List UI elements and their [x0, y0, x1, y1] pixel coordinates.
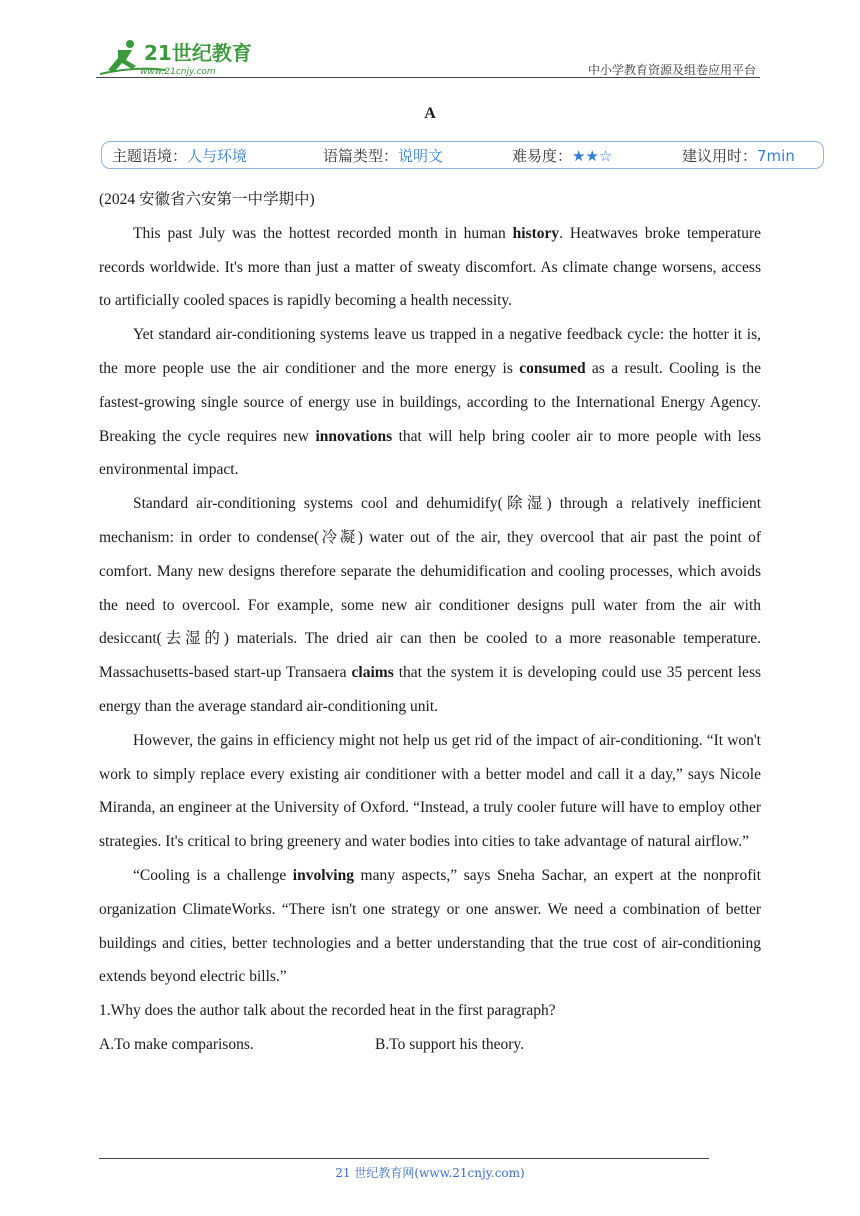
footer-divider — [99, 1158, 709, 1159]
option-a[interactable]: A.To make comparisons. — [99, 1035, 254, 1053]
difficulty-stars: ★★☆ — [572, 147, 613, 165]
time-value: 7min — [757, 147, 795, 165]
header-divider — [96, 77, 760, 78]
logo-url: www.21cnjy.com — [140, 67, 216, 77]
info-bar — [101, 141, 824, 169]
question-1: 1.Why does the author talk about the recorded heat in the first paragraph? — [99, 1002, 556, 1020]
theme-label: 主题语境： — [112, 147, 188, 165]
text-run: many aspects,” says Sneha Sachar, an expert at the nonprofit organization ClimateWorks. “There isn't one strategy or one answer. We need a combination of better buildings and cities, better technologies and a better understanding that the true cost of air-conditioning extends beyond electric bills.” — [99, 866, 761, 986]
text-run: Standard air-conditioning systems cool and dehumidify(除湿) through a relatively inefficient mechanism: in order to condense(冷凝) water out of the air, they overcool that air past the point of comfort. Many new designs therefore separate the dehumidification and cooling processes, which avoids the need to overcool. For example, some new air conditioner designs pull water from the air with desiccant(去湿的) materials. The dried air can then be cooled to a more reasonable temperature. Massachusetts-based start-up Transaera — [99, 495, 761, 682]
text-run: as a result. Cooling is the fastest-growing single source of energy use in buildings, according to the International Energy Agency. Breaking the cycle requires new — [99, 359, 762, 445]
reading-passage — [99, 183, 761, 1062]
text-run: . Heatwaves broke temperature records worldwide. It's more than just a matter of sweaty discomfort. As climate change worsens, access to artificially cooled spaces is rapidly becoming a health necessity. — [99, 224, 762, 310]
site-logo — [96, 36, 266, 80]
difficulty — [512, 145, 612, 166]
keyword: consumed — [519, 359, 586, 377]
suggested-time — [682, 145, 795, 166]
keyword: claims — [351, 664, 394, 682]
header-platform-name: 中小学教育资源及组卷应用平台 — [587, 63, 756, 77]
logo-text: 21世纪教育 — [144, 41, 252, 65]
keyword: involving — [292, 866, 354, 884]
text-run: that the system it is developing could use 35 percent less energy than the average standard air-conditioning unit. — [99, 664, 762, 715]
paragraph-4 — [99, 724, 761, 859]
paragraph-1 — [99, 217, 761, 318]
section-letter: A — [424, 105, 436, 122]
text-run: that will help bring cooler air to more people with less environmental impact. — [99, 427, 761, 479]
footer-site-link[interactable]: 21 世纪教育网(www.21cnjy.com) — [335, 1166, 525, 1180]
paragraph-5 — [99, 859, 761, 994]
difficulty-label: 难易度： — [512, 147, 573, 165]
text-type — [323, 145, 443, 166]
theme-value: 人与环境 — [187, 147, 248, 165]
text-run: However, the gains in efficiency might not help us get rid of the impact of air-conditioning. “It won't work to simply replace every existing air conditioner with a better model and call it a day,” says Nicole Miranda, an engineer at the University of Oxford. “Instead, a truly cooler future will have to employ other strategies. It's critical to bring greenery and water bodies into cities to take advantage of natural airflow.” — [99, 731, 761, 851]
keyword: innovations — [315, 427, 393, 445]
question-1-options — [99, 1028, 761, 1062]
text-run: Yet standard air-conditioning systems leave us trapped in a negative feedback cycle: the hotter it is, the more people use the air conditioner and the more energy is — [99, 326, 761, 377]
time-label: 建议用时： — [682, 147, 758, 165]
theme-context — [112, 145, 247, 166]
text-run: “Cooling is a challenge — [133, 866, 293, 884]
text-run: This past July was the hottest recorded month in human — [133, 224, 513, 242]
paragraph-3 — [99, 487, 761, 724]
option-b[interactable]: B.To support his theory. — [375, 1035, 525, 1053]
keyword: history — [512, 224, 560, 242]
type-label: 语篇类型： — [323, 147, 399, 165]
paragraph-2 — [99, 318, 761, 487]
source-line: (2024 安徽省六安第一中学期中) — [99, 191, 315, 208]
runner-logo-icon — [96, 36, 266, 80]
type-value: 说明文 — [398, 147, 444, 165]
